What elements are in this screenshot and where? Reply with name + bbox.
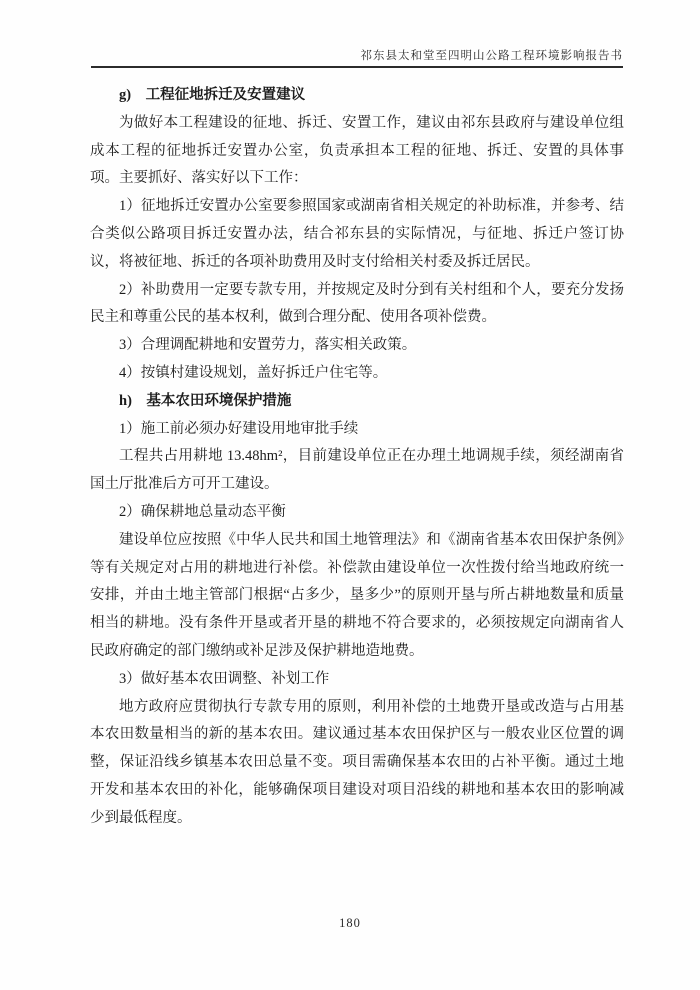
paragraph-item-1-compensation-standard: 1）征地拆迁安置办公室要参照国家或湖南省相关规定的补助标准，并参考、结合类似公路项目拆迁安置办法，结合祁东县的实际情况，与征地、拆迁户签订协议，将被征地、拆迁的各项补助费用及时支付给相关村委及拆迁居民。	[90, 198, 624, 270]
paragraph-item-4-village-planning: 4）按镇村建设规划，盖好拆迁户住宅等。	[119, 364, 388, 381]
paragraph-item-3-farmland-adjustment-title: 3）做好基本农田调整、补划工作	[119, 670, 330, 687]
page-footer	[0, 914, 700, 932]
paragraph-item-3-farmland-allocation: 3）合理调配耕地和安置劳力，落实相关政策。	[119, 337, 417, 354]
section-heading-h: h) 基本农田环境保护措施	[119, 392, 292, 409]
paragraph-land-occupation: 工程共占用耕地 13.48hm²，目前建设单位正在办理土地调规手续，须经湖南省国土厅批准后方可开工建设。	[90, 448, 624, 493]
paragraph-item-2-earmarked-funds: 2）补助费用一定要专款专用，并按规定及时分到有关村组和个人，要充分发扬民主和尊重公民的基本权利，做到合理分配、使用各项补偿费。	[90, 281, 624, 326]
paragraph-farmland-adjustment: 地方政府应贯彻执行专款专用的原则，利用补偿的土地费开垦或改造与占用基本农田数量相当的新的基本农田。建议通过基本农田保护区与一般农业区位置的调整，保证沿线乡镇基本农田总量不变。项目需确保基本农田的占补平衡。通过土地开发和基本农田的补化，能够确保项目建设对项目沿线的耕地和基本农田的影响减少到最低程度。	[90, 698, 624, 826]
page-header-title: 祁东县太和堂至四明山公路工程环境影响报告书	[360, 50, 623, 62]
paragraph-farmland-compensation: 建设单位应按照《中华人民共和国土地管理法》和《湖南省基本农田保护条例》等有关规定对占用的耕地进行补偿。补偿款由建设单位一次性拨付给当地政府统一安排，并由土地主管部门根据“占多少，垦多少”的原则开垦与所占耕地数量和质量相当的耕地。没有条件开垦或者开垦的耕地不符合要求的，必须按规定向湖南省人民政府确定的部门缴纳或补足涉及保护耕地造地费。	[90, 531, 624, 659]
paragraph-item-2-farmland-balance-title: 2）确保耕地总量动态平衡	[119, 503, 286, 520]
section-heading-g: g) 工程征地拆迁及安置建议	[119, 87, 306, 103]
paragraph-item-1-land-approval-title: 1）施工前必须办好建设用地审批手续	[119, 420, 359, 437]
document-body	[90, 82, 624, 833]
header-divider-line	[91, 66, 623, 68]
page-number: 180	[339, 916, 361, 930]
paragraph-resettlement-intro: 为做好本工程建设的征地、拆迁、安置工作，建议由祁东县政府与建设单位组成本工程的征地拆迁安置办公室，负责承担本工程的征地、拆迁、安置的具体事项。主要抓好、落实好以下工作：	[90, 114, 624, 187]
